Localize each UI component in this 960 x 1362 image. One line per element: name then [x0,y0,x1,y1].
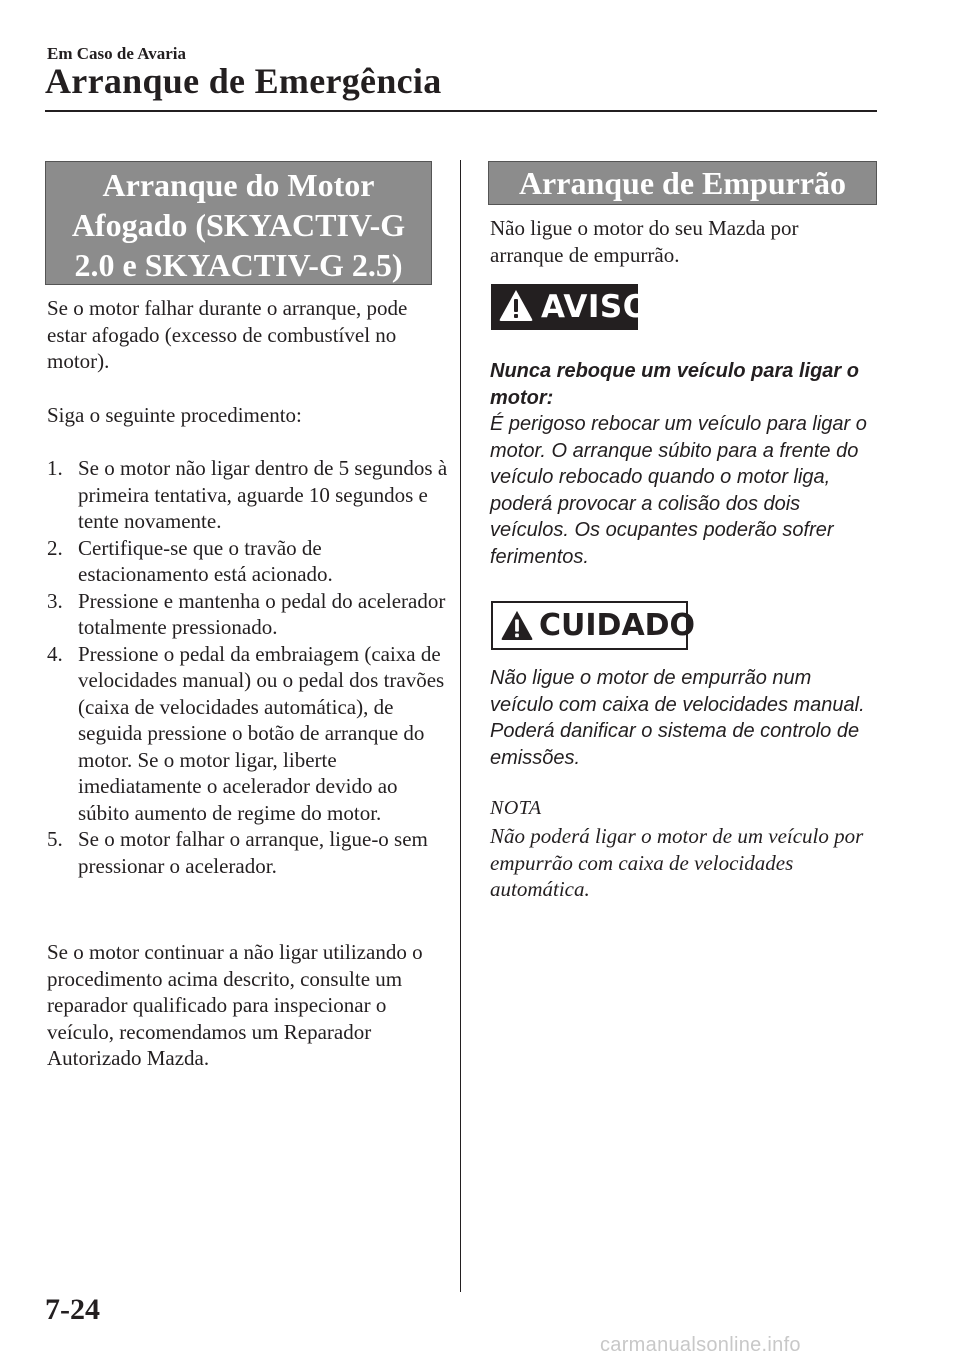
step-number: 5. [47,827,63,851]
caution-triangle-icon [500,609,534,641]
step-number: 4. [47,641,63,666]
aviso-badge [491,284,650,330]
cuidado-label: CUIDADO [539,608,696,643]
procedure-step [47,588,452,641]
procedure-step [47,535,452,588]
procedure-step [47,641,452,827]
procedure-intro: Siga o seguinte procedimento: [47,403,302,427]
heading-line: Arranque do Motor [102,167,375,203]
aviso-heading: Nunca reboque um veículo para ligar o motor: [490,360,859,409]
aviso-label: AVISO [541,289,650,325]
step-number: 2. [47,535,63,560]
step-text: Pressione o pedal da embraiagem (caixa de velocidades manual) ou o pedal dos travões (caixa de velocidades automática), de seguida pressione o botão de arranque do motor. Se o motor ligar, liberte imediatamente o acelerador devido ao súbito aumento de regime do motor. [78,641,445,825]
heading-line: 2.0 e SKYACTIV-G 2.5) [74,247,403,283]
cuidado-body: Não ligue o motor de empurrão num veículo com caixa de velocidades manual. Poderá danificar o sistema de controlo de emissões. [490,667,865,769]
watermark: carmanualsonline.info [600,1334,801,1356]
flooded-engine-heading [45,161,432,285]
procedure-step [47,455,452,535]
warning-triangle-icon [498,288,534,322]
cuidado-badge [491,601,696,650]
step-text: Pressione e mantenha o pedal do acelerador totalmente pressionado. [78,588,446,639]
column-divider [460,160,461,1292]
procedure-steps [47,455,452,879]
push-start-heading: Arranque de Empurrão [488,161,877,205]
heading-line: Afogado (SKYACTIV-G [71,207,406,243]
step-text: Se o motor não ligar dentro de 5 segundos à primeira tentativa, aguarde 10 segundos e tente novamente. [78,456,448,533]
section-label: Em Caso de Avaria [47,44,186,63]
procedure-step [47,826,452,879]
aviso-body: É perigoso rebocar um veículo para ligar o motor. O arranque súbito para a frente do veículo rebocado quando o motor liga, poderá provocar a colisão dos dois veículos. Os ocupantes poderão sofrer ferimentos. [490,413,867,568]
step-text: Se o motor falhar o arranque, ligue-o sem pressionar o acelerador. [78,827,428,878]
step-number: 1. [47,456,63,480]
header-rule [45,110,877,112]
chapter-title: Arranque de Emergência [45,61,442,101]
closing-paragraph: Se o motor continuar a não ligar utilizando o procedimento acima descrito, consulte um reparador qualificado para inspecionar o veículo, recomendamos um Reparador Autorizado Mazda. [47,940,423,1070]
flooded-intro: Se o motor falhar durante o arranque, pode estar afogado (excesso de combustível no motor). [47,296,408,373]
push-start-intro: Não ligue o motor do seu Mazda por arranque de empurrão. [490,216,799,267]
nota-heading: NOTA [490,797,542,819]
nota-body: Não poderá ligar o motor de um veículo por empurrão com caixa de velocidades automática. [490,824,864,901]
page-number: 7-24 [45,1293,100,1326]
step-text: Certifique-se que o travão de estacionamento está acionado. [78,535,333,586]
step-number: 3. [47,588,63,613]
